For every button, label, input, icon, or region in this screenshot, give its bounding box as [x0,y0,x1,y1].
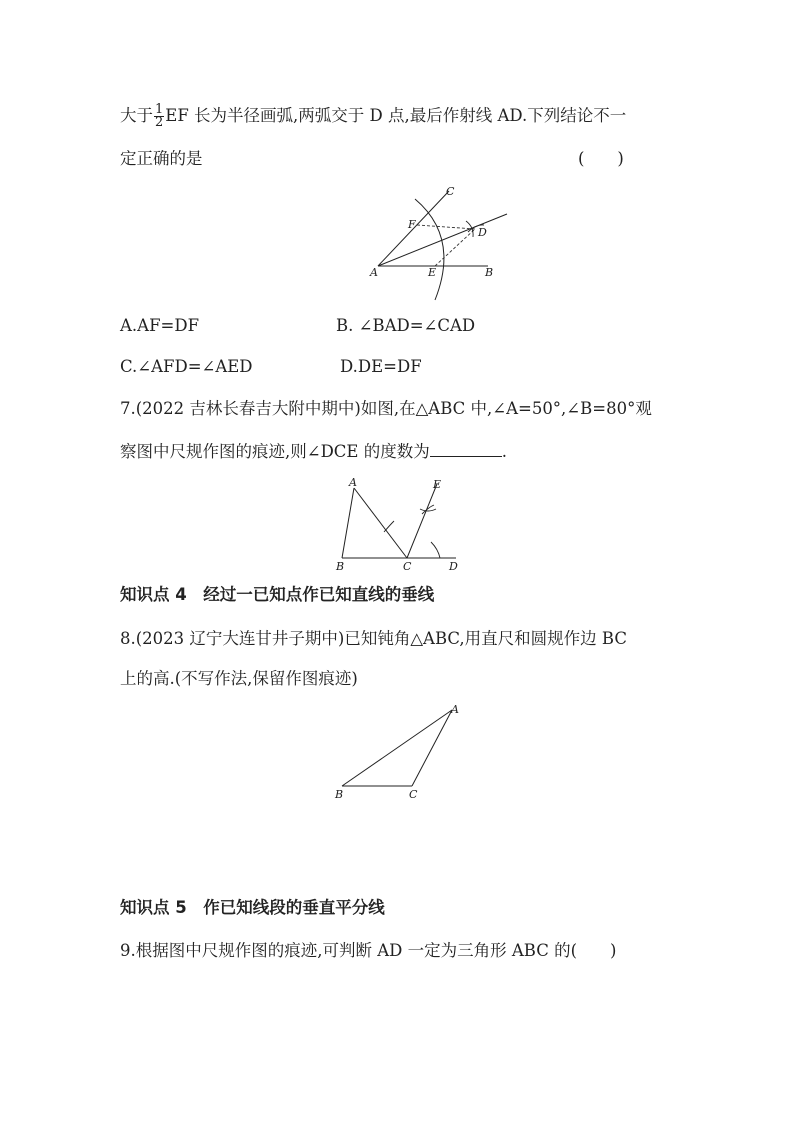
q6-line-1 [120,104,626,129]
q8-obtuse-triangle-figure [330,700,470,805]
arc-mark-ac [384,521,394,532]
q6-line-2 [120,148,203,170]
option-c-text: C.∠AFD=∠AED [120,357,253,376]
arc-mark-ce-1 [420,509,436,511]
label-e: E [433,478,442,491]
label-c: C [403,560,412,573]
q6-option-d [340,356,422,378]
q8-line-1 [120,628,627,650]
q6-answer-paren [578,148,624,170]
answer-paren-text: ( ) [578,149,624,168]
label-c: C [409,788,418,801]
label-c: C [446,185,455,198]
option-a-text: A.AF=DF [120,316,200,335]
label-a: A [349,476,357,489]
q6-angle-bisector-figure [360,182,520,302]
arc-at-c [431,542,440,558]
q8-line-2 [120,668,358,690]
label-b: B [485,266,494,279]
label-d: D [478,226,487,239]
q6-line1-post: EF 长为半径画弧,两弧交于 D 点,最后作射线 AD.下列结论不一 [165,106,627,125]
ray-ce [407,484,437,558]
label-a: A [370,266,378,279]
fraction-denominator: 2 [155,115,164,130]
fraction-numerator: 1 [155,102,164,117]
label-b: B [336,560,345,573]
q8-line2-text: 上的高.(不写作法,保留作图痕迹) [120,669,358,688]
q7-answer-blank[interactable] [430,440,502,457]
side-ab [342,488,354,558]
option-b-text: B. ∠BAD=∠CAD [336,316,476,335]
q7-line-2 [120,440,507,463]
ray-ad [378,214,507,266]
kp5-title: 知识点 5 作已知线段的垂直平分线 [120,898,385,917]
q9-line-1 [120,940,616,962]
option-d-text: D.DE=DF [340,357,422,376]
label-e: E [428,266,437,279]
q7-line2-text: 察图中尺规作图的痕迹,则∠DCE 的度数为 [120,442,430,461]
knowledge-point-4-heading [120,584,434,606]
q7-triangle-figure [332,476,472,576]
q9-line1-text: 9.根据图中尺规作图的痕迹,可判断 AD 一定为三角形 ABC 的( ) [120,941,617,960]
q6-option-b [336,315,475,337]
q7-line2-period: . [501,442,507,461]
side-ba [342,710,452,786]
q6-line1-pre: 大于 [120,106,153,125]
label-f: F [408,218,416,231]
side-ac [354,488,407,558]
label-d: D [449,560,458,573]
q6-option-c [120,356,253,378]
label-a: A [451,703,459,716]
q6-option-a [120,315,199,337]
fraction-one-half [154,104,164,129]
label-b: B [335,788,344,801]
q6-line2-text: 定正确的是 [120,149,203,168]
q8-line1-text: 8.(2023 辽宁大连甘井子期中)已知钝角△ABC,用直尺和圆规作边 BC [120,629,627,648]
dashed-fd [417,225,475,229]
kp4-title: 知识点 4 经过一已知点作已知直线的垂线 [120,585,435,604]
knowledge-point-5-heading [120,897,385,919]
side-ca [412,710,452,786]
q7-line-1 [120,398,652,420]
q7-line1-text: 7.(2022 吉林长春吉大附中期中)如图,在△ABC 中,∠A=50°,∠B=80°观 [120,399,652,418]
